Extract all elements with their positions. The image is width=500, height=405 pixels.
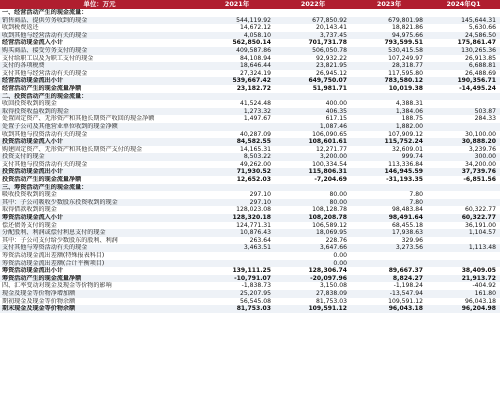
row-value [275,9,351,17]
row-value: 30,100.00 [464,130,496,138]
row-value: 701,731.78 [308,39,347,47]
row-value: 539,667.42 [232,77,271,85]
row-value: 23,182.72 [236,84,271,92]
row-value [351,9,427,17]
row-label: 处置固定资产、无形资产和其他长期资产收回的现金净额 [2,115,155,123]
row-value: 0.00 [333,259,347,267]
row-value: 188.75 [401,115,423,123]
row-label: 收到其他与经营活动有关的现金 [2,31,88,39]
row-value: 228.76 [325,236,347,244]
row-value: 21,913.72 [461,274,496,282]
row-value: 96,043.18 [388,305,423,313]
row-label: 支付的各项税费 [2,62,45,70]
row-value: 12,652.03 [236,176,271,184]
row-value [427,100,500,108]
table-body [0,9,500,313]
table-row [0,24,500,32]
row-value: -10,791.07 [234,274,271,282]
row-value: 68,455.18 [391,221,423,229]
row-value: 544,119.92 [236,16,271,24]
row-value: 108,601.61 [308,138,347,146]
row-label: 支付其他与投资活动有关的现金 [2,160,88,168]
row-value [427,260,500,268]
row-value [199,252,275,260]
row-value: 18,069.95 [315,229,347,237]
table-row [0,146,500,154]
row-label: 取得借款收到的现金 [2,206,57,214]
row-value: 297.10 [249,191,271,199]
row-value: 107,249.97 [388,54,423,62]
row-value: 60,322.77 [461,214,496,222]
row-value: 113,336.84 [388,160,423,168]
row-value: 5,630.66 [468,24,496,32]
table-row [0,161,500,169]
row-value [351,93,427,101]
row-label: 投资支付的现金 [2,153,45,161]
table-row [0,153,500,161]
row-value: 3,463.51 [243,244,271,252]
table-row [0,100,500,108]
row-value: 1,104.57 [468,229,496,237]
row-label: 偿还债务支付的现金 [2,221,57,229]
row-value: 6,688.81 [468,62,496,70]
row-label: 其中：子公司吸收少数股东投资收到的现金 [2,198,118,206]
row-value: 92,932.22 [315,54,347,62]
row-value: 107,909.12 [388,130,423,138]
row-label: 分配股利、利润或偿付利息支付的现金 [2,229,106,237]
table-row [0,108,500,116]
row-value: 94,975.66 [391,31,423,39]
row-value: 14,165.31 [239,145,271,153]
row-value: 117,595.80 [388,69,423,77]
row-value: 106,589.12 [312,221,347,229]
row-label: 收到其他与投资活动有关的现金 [2,130,88,138]
row-value: 34,200.00 [464,160,496,168]
row-value: 146,945.59 [384,168,423,176]
table-row [0,267,500,275]
row-label: 期末现金及现金等价物余额 [2,305,76,313]
row-value [199,184,275,192]
row-label: 三、筹资活动产生的现金流量： [2,183,88,191]
row-value: 51,981.71 [312,84,347,92]
row-value: 81,753.03 [315,297,347,305]
row-value: 84,582.55 [236,138,271,146]
row-value: 7.80 [409,191,423,199]
table-row [0,77,500,85]
table-row [0,244,500,252]
row-value: 81,753.03 [236,305,271,313]
row-value: 3,200.00 [319,153,347,161]
table-row [0,131,500,139]
row-value: 284.33 [474,115,496,123]
row-value: 109,591.12 [308,305,347,313]
row-value: 7.80 [409,198,423,206]
row-value: 124,771.31 [236,221,271,229]
row-value: 3,737.45 [319,31,347,39]
row-value: 10,019.38 [388,84,423,92]
row-label: 购建固定资产、无形资产和其他长期资产支付的现金 [2,145,143,153]
row-label: 现金及现金等价物净增加额 [2,289,76,297]
header-year-2022: 2022年 [300,0,326,8]
row-value: 30,888.20 [461,138,496,146]
table-row [0,290,500,298]
row-value: 1,273.32 [243,107,271,115]
row-value: 20,143.41 [315,24,347,32]
row-value: 18,821.86 [391,24,423,32]
row-value: 28,318.77 [391,62,423,70]
row-value [351,252,427,260]
row-value: 27,324.19 [239,69,271,77]
table-row [0,199,500,207]
table-row [0,138,500,146]
row-value: 98,483.84 [391,206,423,214]
row-value [351,184,427,192]
row-label: 经营活动产生的现金流量净额 [2,84,82,92]
row-value: 115,752.24 [384,138,423,146]
row-label: 其中：子公司支付给少数股东的股利、利润 [2,236,118,244]
table-row [0,9,500,17]
row-value: 190,356.71 [457,77,496,85]
row-label: 期初现金及现金等价物余额 [2,297,76,305]
row-label: 处置子公司及其他营业单位收到的现金净额 [2,122,118,130]
row-value: 26,945.12 [315,69,347,77]
row-label: 筹资活动现金流出差额(合计平衡项目) [2,259,105,267]
header-year-2021: 2021年 [224,0,250,8]
row-value: 24,586.50 [464,31,496,39]
row-value: 26,488.69 [464,69,496,77]
row-value [199,123,275,131]
row-value [427,191,500,199]
row-label: 一、经营活动产生的现金流量： [2,9,88,16]
row-value: 263.64 [249,236,271,244]
row-value [199,93,275,101]
row-value: 161.80 [474,289,496,297]
row-label: 筹资活动产生的现金流量净额 [2,274,82,282]
row-value: 3,150.08 [319,282,347,290]
row-value: 98,491.64 [388,214,423,222]
row-value: 38,409.05 [461,267,496,275]
row-value: 41,524.48 [239,100,271,108]
row-label: 筹资活动现金流入小计 [2,214,63,222]
row-value: -20,097.96 [310,274,347,282]
table-row [0,123,500,131]
row-value: 100,334.54 [312,160,347,168]
row-value: 783,580.12 [384,77,423,85]
row-value: 300.00 [474,153,496,161]
row-value: 329.96 [401,236,423,244]
row-value: 96,043.18 [464,297,496,305]
table-row [0,191,500,199]
row-value: 617.15 [325,115,347,123]
row-value [427,93,500,101]
table-row [0,85,500,93]
row-value: 115,806.31 [308,168,347,176]
row-value: 145,644.31 [461,16,496,24]
row-value: -404.92 [472,282,496,290]
row-value: 4,388.31 [395,100,423,108]
table-row [0,252,500,260]
table-row [0,305,500,313]
row-value: 108,128.78 [312,206,347,214]
row-label: 支付给职工以及为职工支付的现金 [2,54,94,62]
row-value: 106,090.65 [312,130,347,138]
row-value [427,252,500,260]
table-row [0,93,500,101]
row-value: 84,108.94 [239,54,271,62]
table-row [0,32,500,40]
row-value: 4,058.10 [243,31,271,39]
row-value: 8,824.27 [392,274,423,282]
table-row [0,17,500,25]
row-value: 36,191.00 [464,221,496,229]
table-row [0,260,500,268]
row-value: 96,204.98 [461,305,496,313]
row-value: 400.00 [325,100,347,108]
row-value: -1,198.24 [393,282,423,290]
table-row [0,176,500,184]
row-value: 297.10 [249,198,271,206]
row-value: 89,667.37 [388,267,423,275]
table-row [0,214,500,222]
row-value: 3,647.66 [319,244,347,252]
row-value: -7,204.69 [314,176,347,184]
row-value: 14,672.12 [239,24,271,32]
table-row [0,298,500,306]
row-value: 1,113.48 [468,244,496,252]
row-label: 吸收投资收到的现金 [2,191,57,199]
row-label: 购买商品、接受劳务支付的现金 [2,46,88,54]
row-value [351,260,427,268]
row-value: 109,591.12 [388,297,423,305]
row-value [427,237,500,245]
table-row [0,282,500,290]
row-value: 3,273.56 [395,244,423,252]
row-value [427,123,500,131]
row-label: 投资活动现金流出小计 [2,168,63,176]
row-value: 506,050.78 [312,46,347,54]
row-value: 56,545.08 [239,297,271,305]
row-value: 1,497.67 [243,115,271,123]
row-value: 649,750.07 [308,77,347,85]
row-label: 投资活动产生的现金流量净额 [2,176,82,184]
row-label: 取得投资收益收到的现金 [2,107,70,115]
row-label: 经营活动现金流出小计 [2,77,63,85]
row-value: 130,265.36 [461,46,496,54]
row-value: 0.00 [333,252,347,259]
row-value [427,9,500,17]
table-row [0,47,500,55]
row-label: 销售商品、提供劳务收到的现金 [2,16,88,24]
row-label: 筹资活动现金流出差额(特殊报表科目) [2,252,105,259]
row-label: 筹资活动现金流出小计 [2,267,63,275]
header-unit: 单位：万元 [83,0,116,8]
row-value: 23,821.95 [315,62,347,70]
row-value: 128,320.18 [232,214,271,222]
header-year-2023: 2023年 [376,0,402,8]
row-value: 17,938.63 [391,229,423,237]
row-value: 108,208.78 [308,214,347,222]
row-value [199,260,275,268]
table-row [0,275,500,283]
row-label: 支付其他与经营活动有关的现金 [2,69,88,77]
row-value: -31,193.35 [386,176,423,184]
row-value: 32,609.01 [391,145,423,153]
row-value: -13,547.94 [389,289,423,297]
table-row [0,115,500,123]
row-value: 3,239.76 [468,145,496,153]
row-value: 1,087.46 [319,122,347,130]
table-row [0,70,500,78]
row-value: 503.87 [474,107,496,115]
row-label: 投资活动现金流入小计 [2,138,63,146]
row-value: 80.00 [329,191,347,199]
table-row [0,39,500,47]
row-value: 18,646.44 [239,62,271,70]
row-value: 40,287.09 [239,130,271,138]
row-value: -14,495.24 [459,84,496,92]
row-value: 677,850.92 [312,16,347,24]
table-row [0,62,500,70]
table-row [0,184,500,192]
table-row [0,237,500,245]
row-value: 530,415.58 [388,46,423,54]
row-value: 409,587.86 [236,46,271,54]
row-value: 10,876.43 [239,229,271,237]
table-row [0,222,500,230]
row-value: 406.35 [325,107,347,115]
row-value: 679,801.98 [388,16,423,24]
row-value: 80.00 [329,198,347,206]
row-value: 60,322.77 [464,206,496,214]
row-value [275,184,351,192]
row-value: 49,262.00 [239,160,271,168]
row-value: 71,930.52 [236,168,271,176]
row-value: 27,838.09 [315,289,347,297]
row-value: 793,599.51 [384,39,423,47]
row-value: 128,023.08 [236,206,271,214]
row-value: 139,111.25 [232,267,271,275]
row-value [199,9,275,17]
row-value: 1,882.00 [395,122,423,130]
row-value: 12,271.77 [315,145,347,153]
row-value: -6,851.56 [463,176,496,184]
row-value: 26,913.85 [464,54,496,62]
table-header-row [0,0,500,9]
table-row [0,55,500,63]
row-value: 25,207.95 [239,289,271,297]
table-row [0,206,500,214]
row-value [427,199,500,207]
table-row [0,168,500,176]
row-value: 8,503.22 [243,153,271,161]
row-label: 二、投资活动产生的现金流量： [2,92,88,100]
header-2024q1: 2024年Q1 [446,0,481,8]
row-label: 支付其他与筹资活动有关的现金 [2,244,88,252]
row-label: 收回投资收到的现金 [2,100,57,108]
row-label: 收到税费返还 [2,24,39,32]
row-value: 175,861.47 [457,39,496,47]
row-value: 999.74 [401,153,423,161]
row-label: 四、汇率变动对现金及现金等价物的影响 [2,282,112,290]
table-row [0,229,500,237]
row-value: 562,850.14 [232,39,271,47]
row-value: 1,384.06 [395,107,423,115]
row-value: -1,838.73 [241,282,271,290]
row-value [275,93,351,101]
row-value [427,184,500,192]
row-value: 37,739.76 [461,168,496,176]
row-label: 经营活动现金流入小计 [2,39,63,47]
row-value: 128,306.74 [308,267,347,275]
